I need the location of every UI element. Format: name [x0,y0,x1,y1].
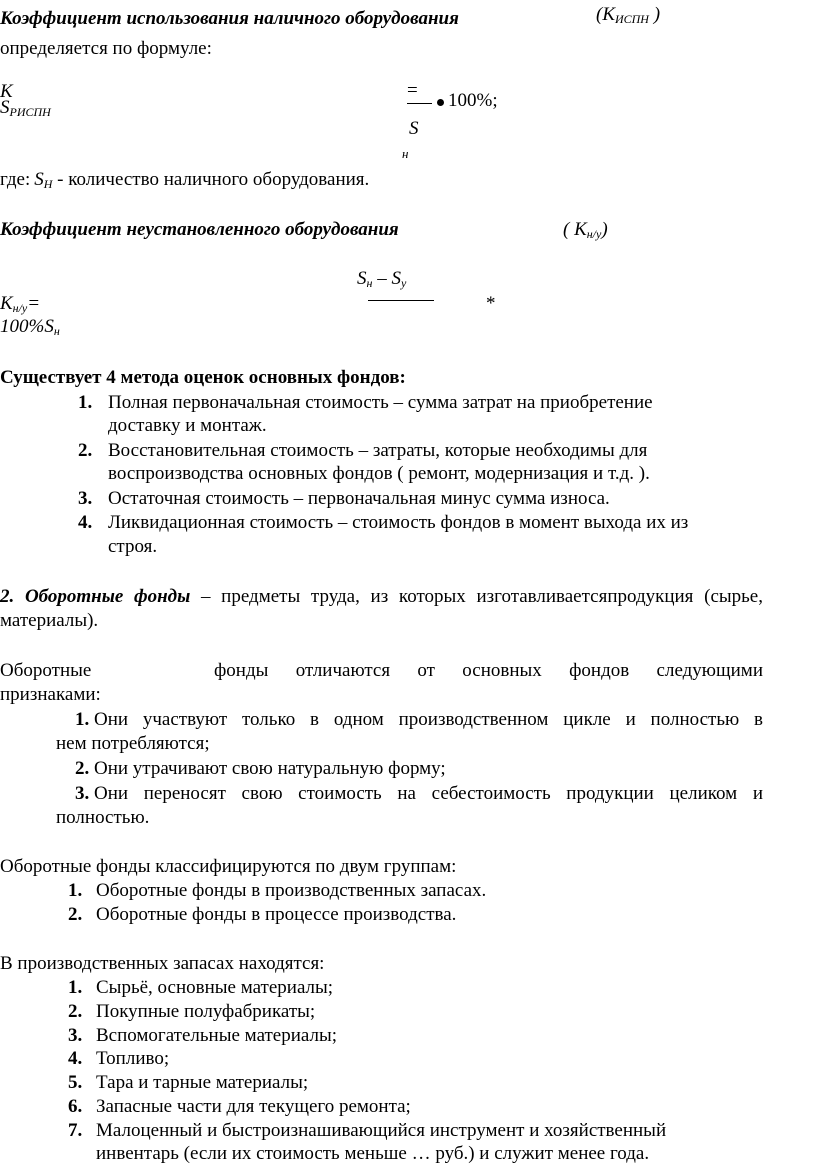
list-item-number: 3. [75,783,90,804]
formula-k: К [0,81,13,102]
formula-denominator-s: S [409,118,419,139]
list-item: Ликвидационная стоимость – стоимость фондов в момент выхода их из [108,512,689,533]
list-item: Они утрачивают свою натуральную форму; [94,758,446,779]
list-item: воспроизводства основных фондов ( ремонт, модернизация и т.д. ). [108,463,650,484]
formula-percent: 100%; [448,90,498,111]
list-item: Вспомогательные материалы; [96,1025,338,1046]
list-item-number: 7. [68,1120,83,1141]
list-item: доставку и монтаж. [108,415,267,436]
diff-word: Оборотные [0,660,92,681]
k-neust-symbol: ( $К_{н/у}$) [563,219,608,241]
list-item: Сырьё, основные материалы; [96,977,334,998]
list-item-number: 4. [68,1048,83,1069]
k-neust-star: * [486,293,496,314]
k-neust-title: Коэффициент неустановленного оборудования [0,219,399,240]
list-item: Они переносят свою стоимость на себестоимость продукции целиком и [94,783,763,804]
diff-line2: признаками: [0,684,101,705]
list-item-number: 3. [68,1025,83,1046]
list-item: полностью. [56,807,150,828]
class-heading: Оборотные фонды классифицируются по двум группам: [0,856,457,877]
formula-dot [437,99,444,106]
list-item: Малоценный и быстроизнашивающийся инструмент и хозяйственный [96,1120,667,1141]
list-item: Топливо; [96,1048,170,1069]
list-item-number: 4. [78,512,93,533]
list-item: Запасные части для текущего ремонта; [96,1096,411,1117]
stock-heading: В производственных запасах находятся: [0,953,325,974]
list-item: Тара и тарные материалы; [96,1072,309,1093]
working-definition-line2: материалы). [0,610,99,631]
k-neust-numerator: $S_н - S_у$ [357,268,407,290]
list-item-number: 1. [68,880,83,901]
list-item-number: 1. [75,709,90,730]
k-isp-intro: определяется по формуле: [0,38,212,59]
list-item-number: 1. [68,977,83,998]
list-item-number: 2. [68,904,83,925]
list-item-number: 2. [75,758,90,779]
list-item: Восстановительная стоимость – затраты, которые необходимы для [108,440,648,461]
k-isp-symbol: ($К_{ИСПН}$ ) [596,4,661,26]
list-item: Они участвуют только в одном производственном цикле и полностью в [94,709,763,730]
formula-denominator-sub: н [402,146,409,161]
list-item: нем потребляются; [56,733,210,754]
list-item-number: 1. [78,392,93,413]
list-item: Полная первоначальная стоимость – сумма затрат на приобретение [108,392,653,413]
list-item: Остаточная стоимость – первоначальная минус сумма износа. [108,488,610,509]
list-item: Оборотные фонды в производственных запасах. [96,880,487,901]
list-item-number: 2. [78,440,93,461]
where-line: где: $S_Н$ - количество наличного оборудования. [0,169,370,191]
list-item: Покупные полуфабрикаты; [96,1001,316,1022]
k-neust-fraction-bar [368,300,434,301]
k-isp-title: Коэффициент использования наличного оборудования [0,8,459,29]
list-item-number: 6. [68,1096,83,1117]
formula-equals: = [407,80,418,101]
list-item: строя. [108,536,158,557]
k-neust-rhs: $100\%S_н$ [0,316,60,338]
methods-heading: Существует 4 метода оценок основных фондов: [0,367,406,388]
list-item: инвентарь (если их стоимость меньше … руб.) и служит менее года. [96,1143,650,1164]
list-item-number: 2. [68,1001,83,1022]
list-item: Оборотные фонды в процессе производства. [96,904,457,925]
working-definition-line1: 2. Оборотные фонды – предметы труда, из которых изготавливаетсяпродукция (сырье, [0,586,763,607]
list-item-number: 3. [78,488,93,509]
formula-fraction-bar [407,103,432,104]
list-item-number: 5. [68,1072,83,1093]
diff-rest: фонды отличаются от основных фондов следующими [214,660,763,681]
formula-s-pispn: $S_{РИСПН}$ [0,97,51,119]
k-neust-lhs: $К_{н/у}=$ [0,293,41,315]
